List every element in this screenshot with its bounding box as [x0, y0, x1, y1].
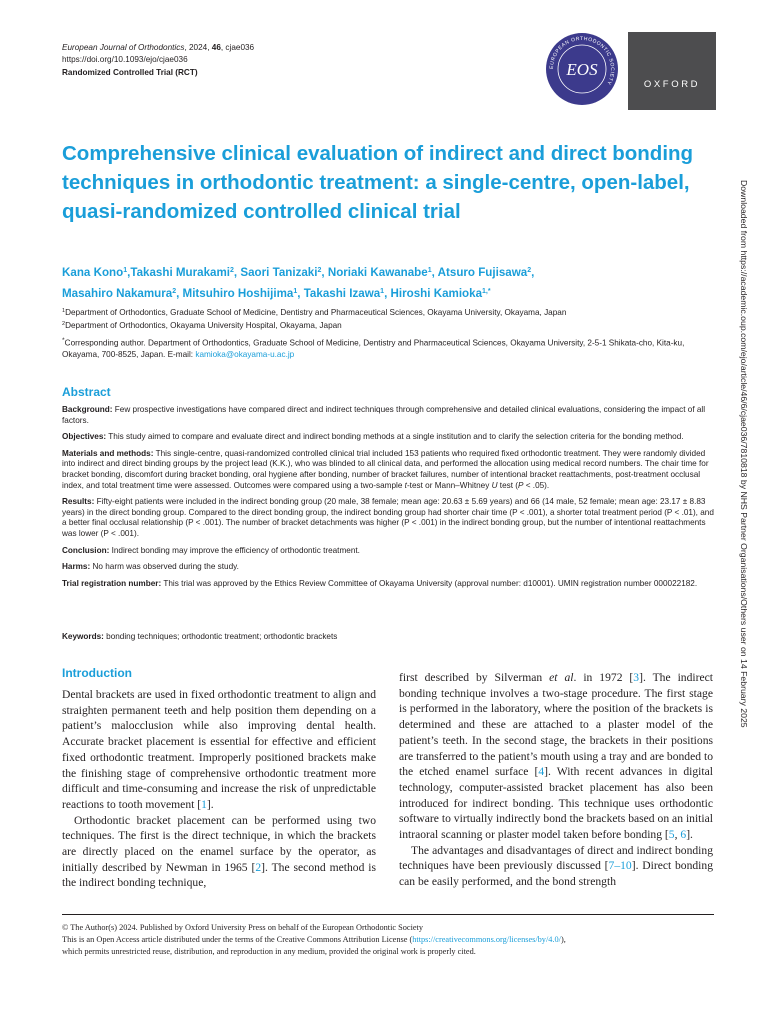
journal-year: , 2024, [184, 43, 212, 52]
author-name[interactable]: Hiroshi Kamioka [390, 286, 483, 300]
reference-link[interactable]: 1 [201, 797, 207, 811]
author-name[interactable]: Saori Tanizaki [240, 266, 318, 279]
author-name[interactable]: Atsuro Fujisawa [437, 266, 528, 279]
footer-divider [62, 914, 714, 915]
abstract-conclusion: Conclusion: Indirect bonding may improve the efficiency of orthodontic treatment. [62, 545, 360, 555]
author-affiliation-marker: 2 [172, 287, 177, 295]
author-affiliation-marker: 1 [380, 287, 385, 295]
oxford-logo-text: OXFORD [643, 79, 701, 90]
author-affiliation-marker: 1 [293, 287, 298, 295]
affiliation-2: $^2$Department of Orthodontics, Okayama University Hospital, Okayama, Japan [62, 320, 342, 330]
author-affiliation-marker: 1 [123, 267, 128, 274]
journal-article-id: , cjae036 [220, 43, 255, 52]
eos-logo[interactable] [545, 32, 619, 106]
keywords: Keywords: bonding techniques; orthodontic treatment; orthodontic brackets [62, 632, 338, 641]
eos-logo-text: EOS [566, 60, 598, 79]
author-name[interactable]: Mitsuhiro Hoshijima [182, 286, 294, 300]
reference-link[interactable]: 3 [633, 671, 640, 684]
author-affiliation-marker: 1 [427, 267, 432, 274]
author-name[interactable]: Masahiro Nakamura [62, 286, 173, 300]
introduction-heading: Introduction [62, 666, 132, 680]
reference-link[interactable]: 6 [680, 828, 687, 842]
body-column-right [399, 670, 713, 890]
paragraph: first described by Silverman et al. in 1972 [3]. The indirect bonding technique involves a two-stage procedure. The first stage is performed in the laboratory, where the position of the brackets is determined and these are attached to a plaster model of the patient’s teeth. In the second stage, the brackets in their positions are transferred to the patient’s mouth using a tray and are bonded to the etched enamel surface [4]. With recent advances in digital technology, computer-assisted bracket placement has also been introduced for indirect bonding. This technique uses orthodontic software to virtually indirectly bond the brackets based on an initial intraoral scanning or plaster model taken before bonding [5, 6]. [399, 671, 713, 842]
abstract-heading: Abstract [62, 385, 111, 399]
author-affiliation-marker: 2 [230, 267, 234, 274]
author-name[interactable]: Takashi Murakami [130, 266, 231, 279]
author-affiliation-marker: 1,* [482, 287, 491, 295]
corresponding-author: *Corresponding author. Department of Orthodontics, Graduate School of Medicine, Dentistry and Pharmaceutical Sciences, Okayama University, 2-5-1 Shikata-cho, Kita-ku, Okayama, 700-8525, Japan. E-mail: kamioka@okayama-u.ac.jp [62, 337, 685, 360]
journal-citation [62, 42, 254, 79]
author-affiliation-marker: 2 [527, 267, 532, 274]
doi-link[interactable]: https://doi.org/10.1093/ejo/cjae036 [62, 55, 188, 65]
affiliations [62, 306, 722, 331]
abstract-registration: Trial registration number: This trial was approved by the Ethics Review Committee of Okayama University (approval number: d10001). UMIN registration number 000022182. [62, 578, 698, 588]
abstract-background: Background: Few prospective investigations have compared direct and indirect techniques through comprehensive and detailed clinical evaluations, considering the impact of all factors. [62, 405, 706, 425]
paragraph: Dental brackets are used in fixed orthodontic treatment to align and straighten permanent teeth and help position them depending on a patient’s malocclusion while also improving dental health. Accurate bracket placement is essential for effective and efficient fixed orthodontic treatment. Improperly positioned brackets make the finishing stage of comprehensive orthodontic treatment more difficult and time-consuming and increase the risk of unpredictable reactions to tooth movement [1]. [62, 688, 376, 811]
eos-ring-text: EUROPEAN ORTHODONTIC SOCIETY [548, 35, 616, 87]
copyright-line: © The Author(s) 2024. Published by Oxford University Press on behalf of the European Orthodontic Society [62, 923, 424, 932]
abstract-harms: Harms: No harm was observed during the study. [62, 562, 239, 572]
author-list: Kana Kono$^1$,Takashi Murakami$^2$, Saori Tanizaki$^2$, Noriaki Kawanabe$^1$, Atsuro Fujisawa$^2$, Masahiro Nakamura$^2$, Mitsuhiro Hoshijima$^1$, Takashi Izawa$^1$, Hiroshi Kamioka$^{1,*}$ [62, 266, 535, 300]
email-link[interactable]: kamioka@okayama-u.ac.jp [195, 350, 295, 360]
license-link[interactable]: https://creativecommons.org/licenses/by/4.0/ [412, 934, 561, 944]
oxford-logo[interactable] [628, 32, 716, 110]
license-terms: which permits unrestricted reuse, distribution, and reproduction in any medium, provided the original work is properly cited. [62, 946, 476, 956]
reference-link[interactable]: 4 [538, 765, 545, 779]
journal-name: European Journal of Orthodontics [62, 43, 185, 52]
paragraph: The advantages and disadvantages of direct and indirect bonding techniques have been previously discussed [7–10]. Direct bonding can be easily performed, and the bond strength [399, 843, 713, 889]
body-column-left [62, 687, 376, 891]
license-footer [62, 922, 732, 957]
author-affiliation-marker: 2 [317, 267, 322, 274]
article-type: Randomized Controlled Trial (RCT) [62, 67, 198, 77]
affiliation-1: $^1$Department of Orthodontics, Graduate School of Medicine, Dentistry and Pharmaceutical Sciences, Okayama University, Okayama, Japan [62, 308, 567, 317]
abstract-methods: Materials and methods: This single-centre, quasi-randomized controlled clinical trial included 153 patients who required fixed orthodontic treatment. They were randomly divided into indirect and direct binding groups by the project lead (K.K.), who was blinded to all clinical data, and performed the allocation using medical record numbers. The chair time for bracket bonding, discomfort during bracket bonding, oral hygiene after bonding, number of bracket failures, number of intentional bracket reattachments, post-treatment occlusal index, and total treatment time were assessed. Outcomes were compared using a two-sample t-test or Mann–Whitney U test (P < .05). [62, 448, 709, 490]
license-line: This is an Open Access article distributed under the terms of the Creative Commons Attribution License (https://creativecommons.org/licenses/by/4.0/), [62, 934, 566, 944]
journal-volume: 46 [211, 43, 221, 52]
abstract-objectives: Objectives: This study aimed to compare and evaluate direct and indirect bonding methods at a single institution and to clarify the selection criteria for the bonding method. [62, 432, 684, 442]
author-name[interactable]: Noriaki Kawanabe [327, 266, 428, 279]
author-name[interactable]: Kana Kono [62, 266, 124, 279]
paragraph: Orthodontic bracket placement can be performed using two techniques. The first is the direct technique, in which the brackets are directly placed on the enamel surface by the operator, as initially described by Newman in 1965 [2]. The second method is the indirect bonding technique, [62, 813, 376, 890]
author-name[interactable]: Takashi Izawa [303, 286, 381, 300]
abstract-body [62, 405, 714, 595]
article-title: Comprehensive clinical evaluation of indirect and direct bonding techniques in orthodontic treatment: a single-centre, open-label, quasi-randomized controlled clinical trial [62, 142, 694, 223]
download-stamp: Downloaded from https://academic.oup.com/ejo/article/46/6/cjae036/7810818 by NHS Partner Organisations/Others user on 14 February 2025 [739, 180, 749, 728]
reference-link[interactable]: 7–10 [608, 859, 632, 873]
reference-link[interactable]: 5 [668, 828, 675, 842]
abstract-results: Results: Fifty-eight patients were included in the indirect bonding group (20 male, 38 female; mean age: 20.63 ± 5.69 years) and 66 (14 male, 52 female; mean age: 23.17 ± 8.83 years) in the direct bonding group. Compared to the direct bonding group, the indirect bonding group had shorter chair time (P < .001), a shorter total treatment period (P < .01), and a better final occlusal relationship (P < .001). The number of bracket detachments was higher (P < .001) in the indirect bonding group, but the number of intentional reattachments was lower (P < .001). [62, 497, 714, 538]
reference-link[interactable]: 2 [255, 860, 262, 874]
